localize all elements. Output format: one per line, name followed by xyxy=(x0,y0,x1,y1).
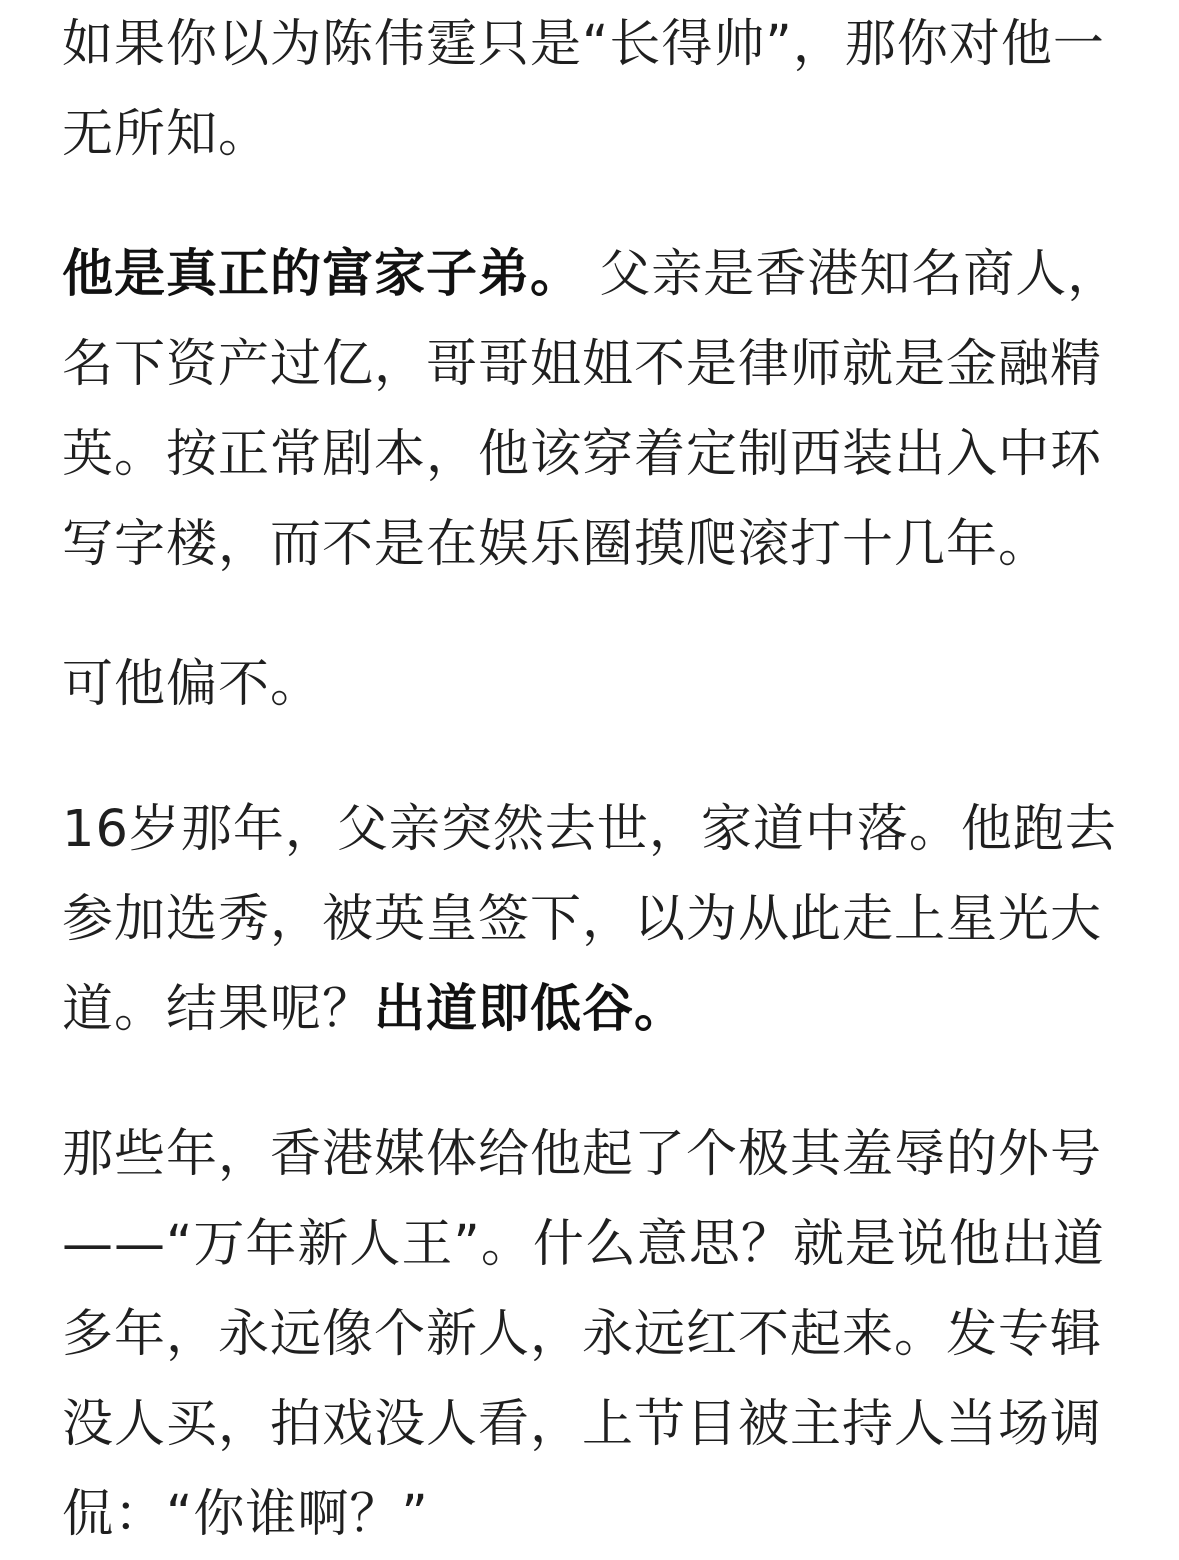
bold-highlight: 出道即低谷。 xyxy=(374,980,687,1039)
paragraph-intro xyxy=(62,0,1132,180)
paragraph-text: 那些年，香港媒体给他起了个极其羞辱的外号——“万年新人王”。什么意思？就是说他出道多年，永远像个新人，永远红不起来。发专辑没人买，拍戏没人看，上节目被主持人当场调侃：“你谁啊？” xyxy=(62,1125,1105,1544)
paragraph-nickname xyxy=(62,1110,1132,1560)
paragraph-text: 父亲是香港知名商人，名下资产过亿，哥哥姐姐不是律师就是金融精英。按正常剧本，他该穿着定制西装出入中环写字楼，而不是在娱乐圈摸爬滚打十几年。 xyxy=(62,245,1120,574)
paragraph-family-background xyxy=(62,230,1132,590)
paragraph-text: 16岁那年，父亲突然去世，家道中落。他跑去参加选秀，被英皇签下，以为从此走上星光大道。结果呢？ xyxy=(62,800,1117,1039)
paragraph-turn xyxy=(62,640,1132,730)
paragraph-text: 如果你以为陈伟霆只是“长得帅”，那你对他一无所知。 xyxy=(62,15,1105,164)
paragraph-text: 可他偏不。 xyxy=(62,655,323,714)
bold-highlight: 他是真正的富家子弟。 xyxy=(62,245,583,304)
paragraph-debut xyxy=(62,785,1132,1055)
